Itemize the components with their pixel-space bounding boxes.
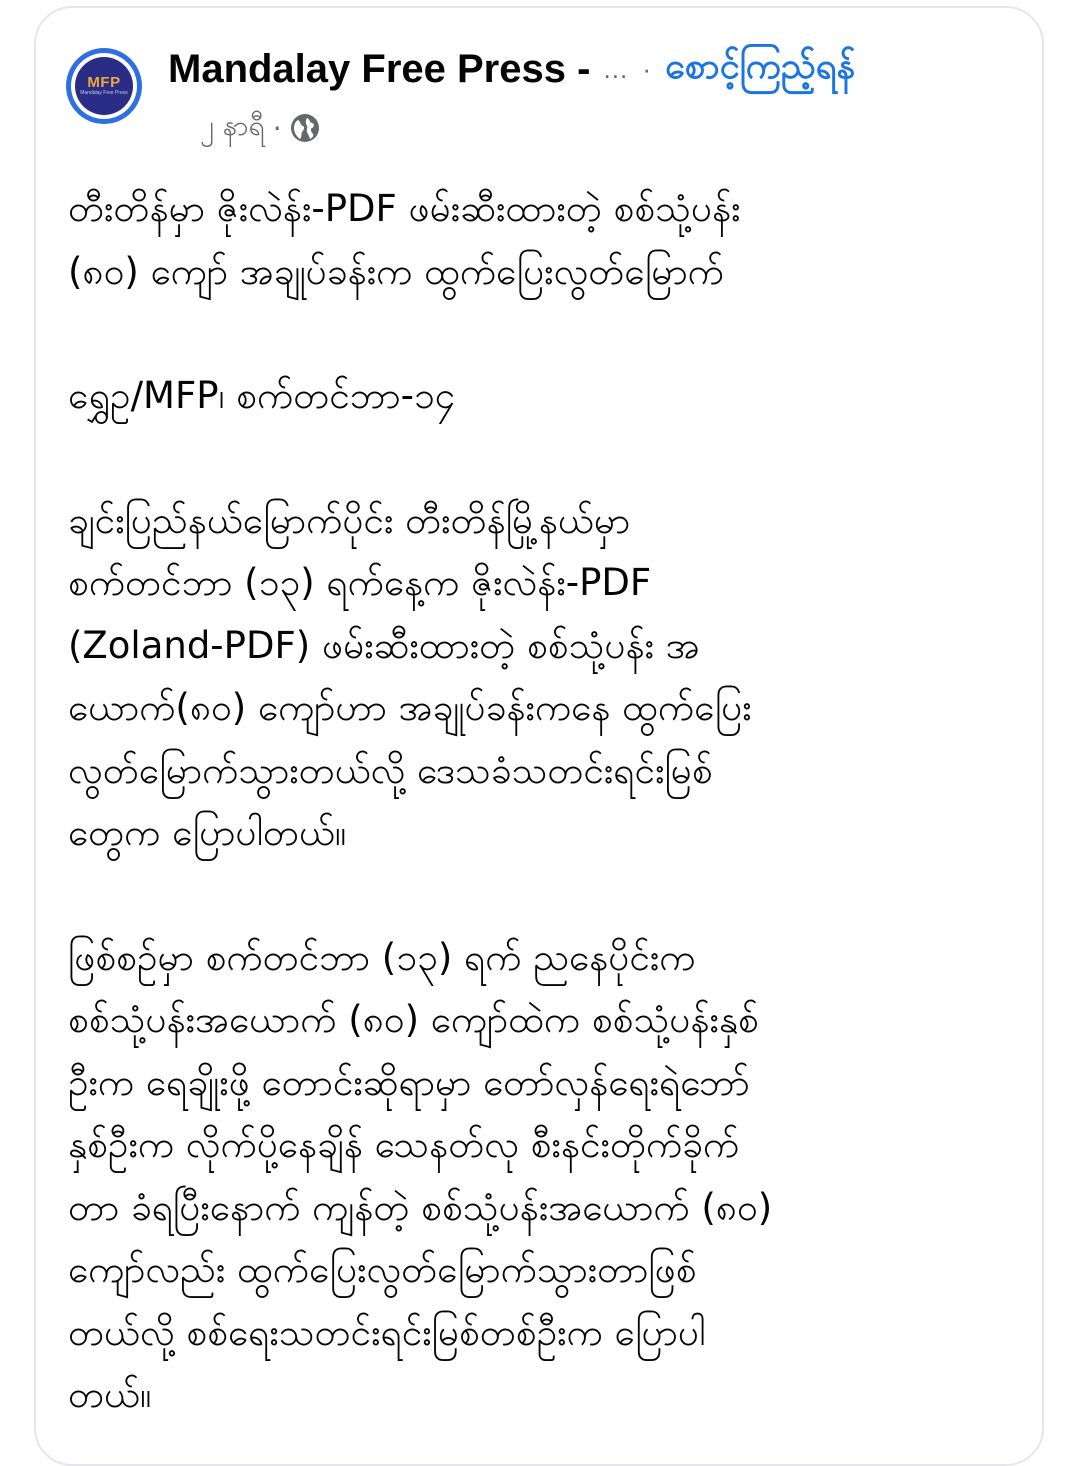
globe-icon[interactable]	[290, 113, 320, 143]
logo-subtext: Mandalay Free Press	[80, 90, 128, 96]
post-header	[66, 42, 1026, 152]
post-timestamp[interactable]: ၂ နာရီ	[200, 109, 265, 142]
post-paragraph: ဖြစ်စဉ်မှာ စက်တင်ဘာ (၁၃) ရက် ညနေပိုင်းက စစ်သုံ့ပန်းအယောက် (၈၀) ကျော်ထဲက စစ်သုံ့ပန်းနှစ် ဦးက ရေချိုးဖို့ တောင်းဆိုရာမှာ တော်လှန်ရေးရဲဘော် နှစ်ဦးက လိုက်ပို့နေချိန် သေနတ်လု စီးနင်းတိုက်ခိုက် တာ ခံရပြီးနောက် ကျန်တဲ့ စစ်သုံ့ပန်းအယောက် (၈၀) ကျော်လည်း ထွက်ပြေးလွတ်မြောက်သွားတာဖြစ် တယ်လို့ စစ်ရေးသတင်းရင်းမြစ်တစ်ဦးက ပြောပါ တယ်။	[68, 935, 773, 1416]
page-name-link[interactable]: Mandalay Free Press -	[168, 46, 591, 91]
title-separator: ·	[642, 53, 652, 84]
post-paragraph: ချင်းပြည်နယ်မြောက်ပိုင်း တီးတိန်မြို့နယ်မှာ စက်တင်ဘာ (၁၃) ရက်နေ့က ဇိုးလဲန်း-PDF (Zoland-PDF) ဖမ်းဆီးထားတဲ့ စစ်သုံ့ပန်း အ ယောက်(၈၀) ကျော်ဟာ အချုပ်ခန်းကနေ ထွက်ပြေး လွတ်မြောက်သွားတယ်လို့ ဒေသခံသတင်းရင်းမြစ် တွေက ပြောပါတယ်။	[68, 498, 752, 854]
truncation-ellipsis: …	[602, 53, 629, 84]
follow-button[interactable]: စောင့်ကြည့်ရန်	[665, 46, 856, 87]
avatar-ring	[71, 53, 137, 119]
post-card	[34, 6, 1044, 1466]
avatar[interactable]	[66, 48, 142, 124]
title-row	[168, 42, 855, 96]
post-body	[68, 178, 1028, 1466]
post-meta	[200, 108, 320, 148]
post-byline: ရွှေဥ/MFP၊ စက်တင်ဘာ-၁၄	[68, 374, 456, 417]
logo-text: MFP	[87, 74, 121, 91]
post-headline: တီးတိန်မှာ ဇိုးလဲန်း-PDF ဖမ်းဆီးထားတဲ့ စစ်သုံ့ပန်း (၈၀) ကျော် အချုပ်ခန်းက ထွက်ပြေးလွတ်မြောက်	[68, 187, 741, 293]
meta-separator: ·	[272, 111, 282, 145]
page-logo	[75, 57, 133, 115]
